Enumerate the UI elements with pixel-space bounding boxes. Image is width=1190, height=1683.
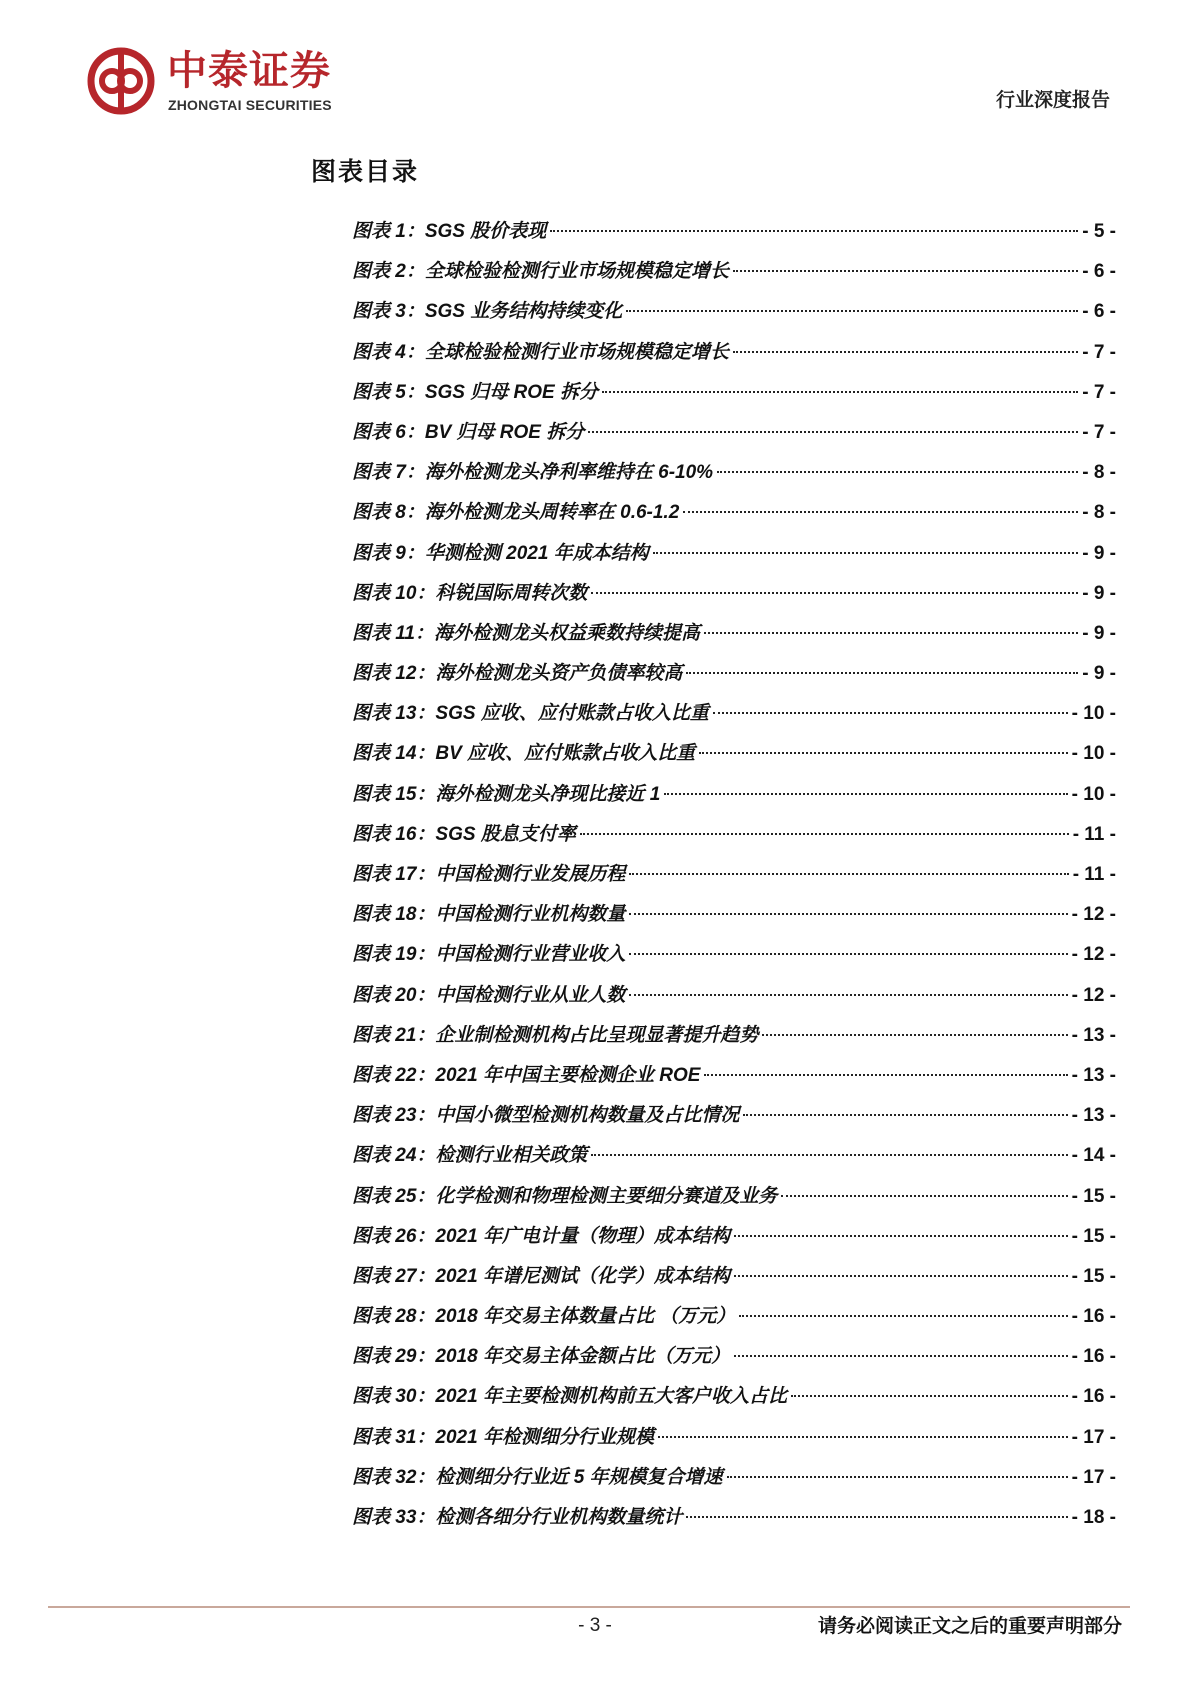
toc-dot-leader <box>704 632 1078 634</box>
toc-entry-page: - 6 - <box>1082 301 1116 323</box>
toc-entry-label: 图表 8：海外检测龙头周转率在 0.6-1.2 <box>352 502 680 524</box>
toc-entry-label: 图表 14：BV 应收、应付账款占收入比重 <box>352 743 696 765</box>
toc-dot-leader <box>739 1315 1067 1317</box>
toc-entry-page: - 11 - <box>1072 864 1116 885</box>
toc-entry[interactable] <box>352 1337 1116 1377</box>
page-number: - 3 - <box>578 1615 612 1636</box>
toc-entry-label: 图表 19：中国检测行业营业收入 <box>352 944 626 966</box>
toc-entry[interactable] <box>352 855 1116 895</box>
toc-entry[interactable] <box>352 614 1116 654</box>
toc-entry[interactable] <box>352 453 1116 493</box>
footer-disclaimer: 请务必阅读正文之后的重要声明部分 <box>817 1615 1122 1637</box>
toc-entry-label: 图表 18：中国检测行业机构数量 <box>352 904 626 926</box>
toc-entry-label: 图表 32：检测细分行业近 5 年规模复合增速 <box>352 1466 723 1488</box>
toc-entry-label: 图表 23：中国小微型检测机构数量及占比情况 <box>352 1105 740 1127</box>
toc-dot-leader <box>727 1476 1068 1478</box>
toc-entry-page: - 10 - <box>1071 703 1116 725</box>
toc-dot-leader <box>781 1195 1067 1197</box>
toc-entry[interactable] <box>352 1257 1116 1297</box>
logo-chinese-name: 中泰证券 <box>167 48 331 94</box>
toc-entry[interactable] <box>352 1377 1116 1417</box>
toc-entry[interactable] <box>352 413 1116 453</box>
toc-dot-leader <box>591 1154 1067 1156</box>
toc-entry-label: 图表 3：SGS 业务结构持续变化 <box>352 301 623 323</box>
toc-dot-leader <box>629 873 1068 875</box>
toc-entry-page: - 12 - <box>1071 984 1116 1006</box>
toc-entry-page: - 6 - <box>1082 261 1116 283</box>
logo-english-name: ZHONGTAI SECURITIES <box>168 97 332 113</box>
toc-entry-page: - 8 - <box>1082 462 1116 484</box>
toc-dot-leader <box>713 712 1068 714</box>
toc-entry[interactable] <box>352 333 1116 373</box>
toc-entry-page: - 11 - <box>1072 823 1116 845</box>
toc-entry-page: - 9 - <box>1082 663 1116 685</box>
toc-entry[interactable] <box>352 1177 1116 1217</box>
toc-entry-page: - 12 - <box>1071 944 1116 966</box>
toc-list <box>352 212 1116 1538</box>
toc-entry[interactable] <box>352 212 1116 252</box>
toc-entry[interactable] <box>352 252 1116 292</box>
toc-dot-leader <box>591 592 1078 594</box>
toc-entry-label: 图表 1：SGS 股价表现 <box>352 221 547 242</box>
toc-dot-leader <box>580 833 1069 835</box>
toc-entry-label: 图表 29：2018 年交易主体金额占比（万元） <box>352 1346 730 1368</box>
toc-entry-label: 图表 26：2021 年广电计量（物理）成本结构 <box>352 1225 730 1247</box>
toc-entry-page: - 7 - <box>1082 381 1116 403</box>
toc-entry-label: 图表 11：海外检测龙头权益乘数持续提高 <box>352 622 701 644</box>
toc-entry-page: - 14 - <box>1071 1145 1116 1167</box>
toc-entry[interactable] <box>352 1458 1116 1498</box>
toc-entry-page: - 5 - <box>1082 221 1116 242</box>
toc-dot-leader <box>733 351 1078 353</box>
toc-entry[interactable] <box>352 935 1116 975</box>
toc-entry-label: 图表 30：2021 年主要检测机构前五大客户收入占比 <box>352 1386 787 1408</box>
toc-entry-page: - 8 - <box>1082 502 1116 524</box>
toc-dot-leader <box>704 1074 1067 1076</box>
toc-entry-page: - 9 - <box>1082 622 1116 644</box>
toc-entry-label: 图表 10：科锐国际周转次数 <box>352 582 588 604</box>
toc-entry-page: - 7 - <box>1082 421 1116 443</box>
toc-entry-page: - 10 - <box>1071 783 1116 805</box>
toc-entry-label: 图表 25：化学检测和物理检测主要细分赛道及业务 <box>352 1185 778 1207</box>
toc-entry-label: 图表 22：2021 年中国主要检测企业 ROE <box>352 1064 701 1086</box>
toc-entry-label: 图表 9：华测检测 2021 年成本结构 <box>352 542 649 564</box>
toc-entry[interactable] <box>352 1297 1116 1337</box>
toc-entry-page: - 15 - <box>1071 1225 1116 1247</box>
toc-dot-leader <box>686 672 1078 674</box>
toc-entry-page: - 9 - <box>1082 542 1116 564</box>
toc-dot-leader <box>699 752 1068 754</box>
toc-entry-page: - 12 - <box>1071 904 1116 926</box>
toc-entry[interactable] <box>352 815 1116 855</box>
toc-dot-leader <box>629 913 1067 915</box>
toc-dot-leader <box>629 994 1067 996</box>
toc-entry-page: - 16 - <box>1071 1346 1116 1368</box>
toc-entry-page: - 16 - <box>1071 1386 1116 1408</box>
toc-dot-leader <box>734 1235 1068 1237</box>
toc-entry-page: - 7 - <box>1082 341 1116 363</box>
toc-entry-page: - 15 - <box>1071 1185 1116 1207</box>
toc-entry[interactable] <box>352 694 1116 734</box>
footer-divider <box>48 1606 1130 1608</box>
toc-entry-label: 图表 5：SGS 归母 ROE 拆分 <box>352 381 598 403</box>
toc-entry[interactable] <box>352 895 1116 935</box>
toc-entry-label: 图表 17：中国检测行业发展历程 <box>352 864 626 885</box>
zhongtai-logo-icon <box>87 47 155 115</box>
toc-entry-page: - 13 - <box>1071 1105 1116 1127</box>
toc-dot-leader <box>686 1516 1067 1518</box>
toc-entry-label: 图表 33：检测各细分行业机构数量统计 <box>352 1507 683 1528</box>
toc-dot-leader <box>683 511 1078 513</box>
toc-dot-leader <box>626 310 1078 312</box>
toc-entry-label: 图表 28：2018 年交易主体数量占比 （万元） <box>352 1306 736 1328</box>
toc-dot-leader <box>602 391 1078 393</box>
toc-dot-leader <box>762 1034 1067 1036</box>
toc-entry-label: 图表 2：全球检验检测行业市场规模稳定增长 <box>352 261 729 283</box>
toc-dot-leader <box>734 1275 1068 1277</box>
toc-entry-label: 图表 7：海外检测龙头净利率维持在 6-10% <box>352 462 714 484</box>
toc-entry[interactable] <box>352 574 1116 614</box>
toc-entry[interactable] <box>352 1498 1116 1538</box>
toc-entry[interactable] <box>352 493 1116 533</box>
toc-dot-leader <box>734 1355 1068 1357</box>
toc-entry-label: 图表 6：BV 归母 ROE 拆分 <box>352 421 585 443</box>
toc-dot-leader <box>664 793 1067 795</box>
toc-entry-page: - 13 - <box>1071 1064 1116 1086</box>
toc-entry-label: 图表 31：2021 年检测细分行业规模 <box>352 1426 654 1448</box>
report-type-label: 行业深度报告 <box>995 89 1110 111</box>
page-header <box>0 0 1190 130</box>
toc-entry-label: 图表 16：SGS 股息支付率 <box>352 823 576 845</box>
toc-entry[interactable] <box>352 534 1116 574</box>
company-logo <box>87 47 397 119</box>
toc-entry-page: - 13 - <box>1071 1024 1116 1046</box>
toc-dot-leader <box>717 471 1078 473</box>
toc-entry-label: 图表 21：企业制检测机构占比呈现显著提升趋势 <box>352 1024 759 1046</box>
toc-entry-page: - 15 - <box>1071 1265 1116 1287</box>
toc-entry-page: - 9 - <box>1082 582 1116 604</box>
toc-entry[interactable] <box>352 1016 1116 1056</box>
toc-entry-page: - 18 - <box>1071 1507 1116 1528</box>
toc-entry-page: - 17 - <box>1071 1466 1116 1488</box>
toc-entry-label: 图表 20：中国检测行业从业人数 <box>352 984 626 1006</box>
toc-entry-label: 图表 4：全球检验检测行业市场规模稳定增长 <box>352 341 729 363</box>
toc-dot-leader <box>733 270 1078 272</box>
toc-entry[interactable] <box>352 373 1116 413</box>
toc-entry-label: 图表 24：检测行业相关政策 <box>352 1145 588 1167</box>
toc-entry[interactable] <box>352 734 1116 774</box>
toc-entry[interactable] <box>352 1418 1116 1458</box>
toc-entry[interactable] <box>352 1217 1116 1257</box>
toc-entry-page: - 17 - <box>1071 1426 1116 1448</box>
toc-entry[interactable] <box>352 976 1116 1016</box>
toc-dot-leader <box>791 1395 1068 1397</box>
toc-entry[interactable] <box>352 654 1116 694</box>
toc-dot-leader <box>743 1114 1067 1116</box>
toc-title: 图表目录 <box>311 157 420 186</box>
toc-dot-leader <box>658 1436 1068 1438</box>
toc-entry[interactable] <box>352 1136 1116 1176</box>
toc-dot-leader <box>629 953 1067 955</box>
toc-entry-label: 图表 15：海外检测龙头净现比接近 1 <box>352 783 661 805</box>
toc-entry-page: - 16 - <box>1071 1306 1116 1328</box>
toc-entry-label: 图表 13：SGS 应收、应付账款占收入比重 <box>352 703 709 725</box>
toc-entry[interactable] <box>352 1096 1116 1136</box>
toc-entry[interactable] <box>352 292 1116 332</box>
toc-entry[interactable] <box>352 775 1116 815</box>
toc-dot-leader <box>588 431 1078 433</box>
toc-dot-leader <box>550 230 1078 232</box>
toc-dot-leader <box>653 552 1079 554</box>
toc-entry-label: 图表 12：海外检测龙头资产负债率较高 <box>352 663 683 685</box>
toc-entry[interactable] <box>352 1056 1116 1096</box>
toc-entry-label: 图表 27：2021 年谱尼测试（化学）成本结构 <box>352 1265 730 1287</box>
toc-entry-page: - 10 - <box>1071 743 1116 765</box>
